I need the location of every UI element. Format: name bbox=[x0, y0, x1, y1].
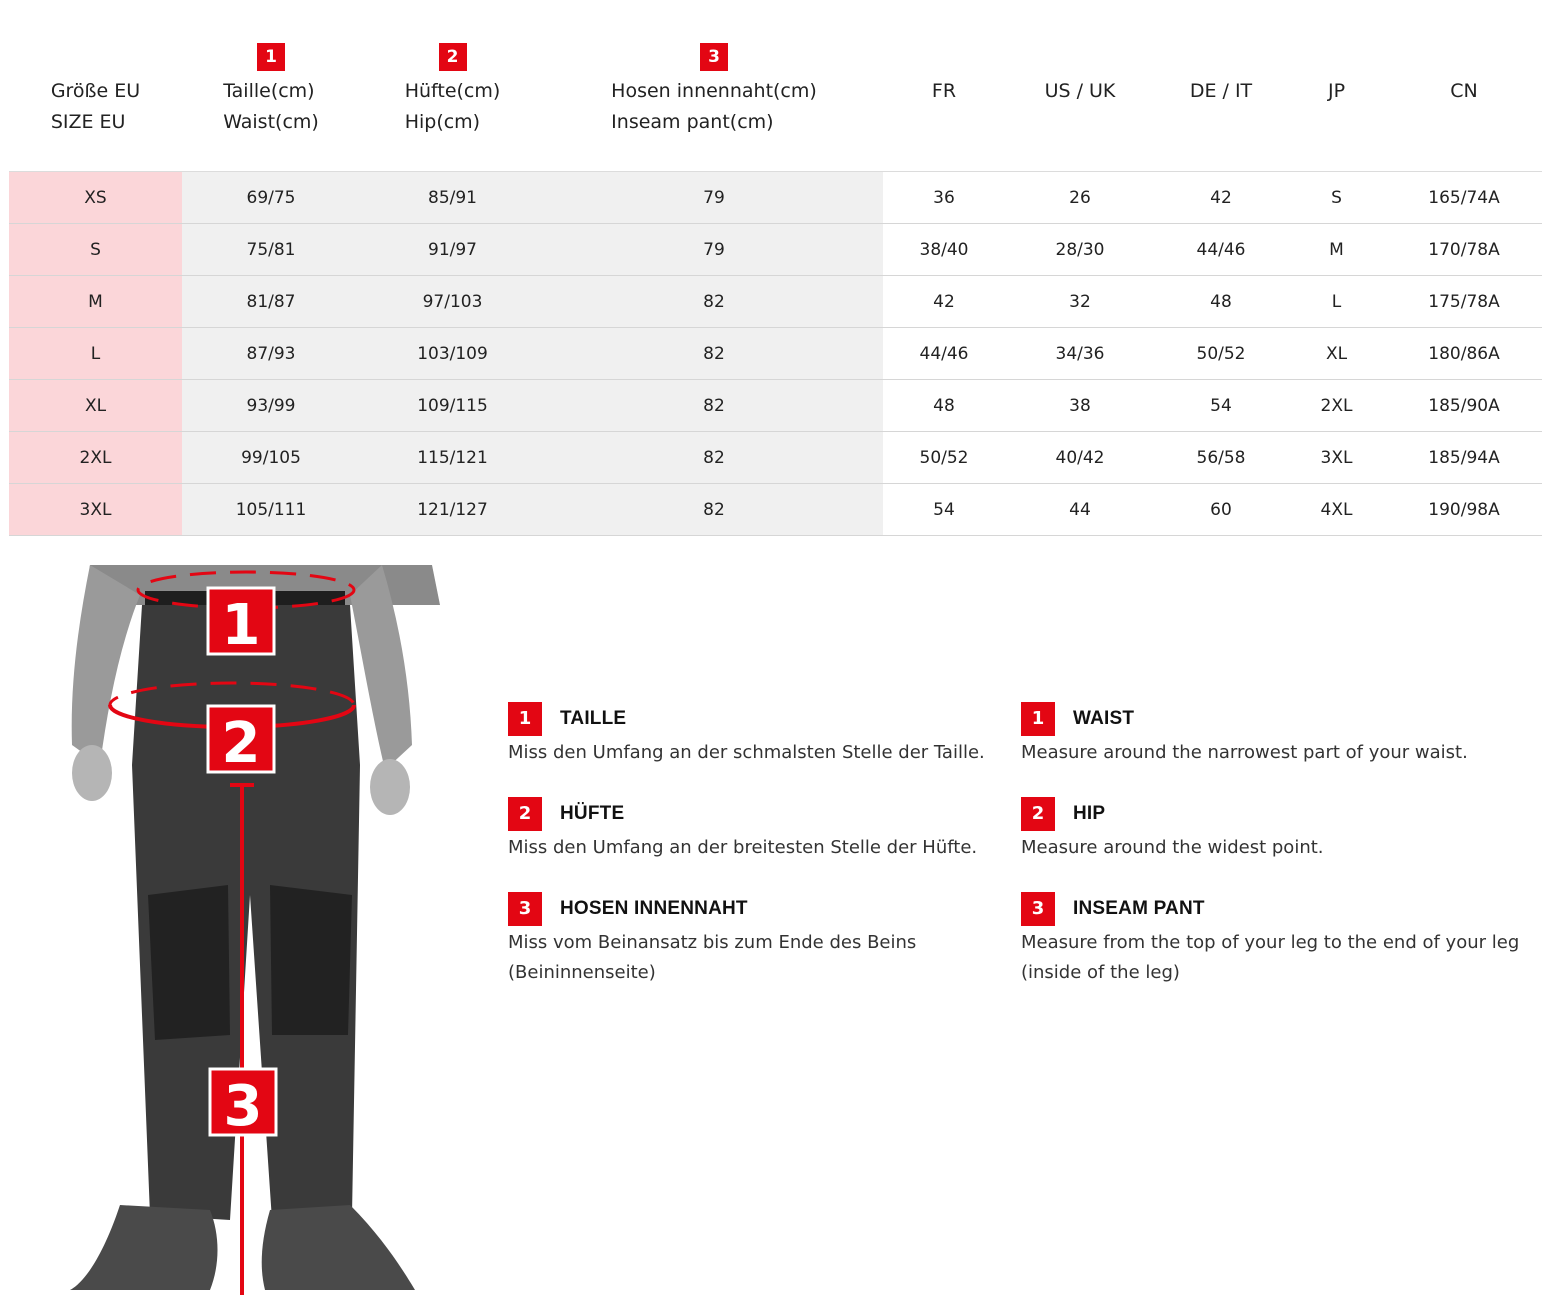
cell-waist: 69/75 bbox=[182, 172, 360, 224]
cell-jp: S bbox=[1287, 172, 1386, 224]
header-us-uk: US / UK bbox=[1005, 0, 1155, 172]
header-size-eu: Größe EU SIZE EU bbox=[9, 0, 182, 172]
cell-inseam: 82 bbox=[545, 328, 883, 380]
badge-2: 2 bbox=[508, 797, 542, 831]
cell-fr: 54 bbox=[883, 484, 1005, 536]
table-row bbox=[9, 380, 1542, 432]
header-cn: CN bbox=[1386, 0, 1542, 172]
cell-hip: 103/109 bbox=[360, 328, 545, 380]
table-row bbox=[9, 484, 1542, 536]
cell-fr: 42 bbox=[883, 276, 1005, 328]
badge-1: 1 bbox=[257, 43, 285, 71]
cell-waist: 75/81 bbox=[182, 224, 360, 276]
cell-us-uk: 40/42 bbox=[1005, 432, 1155, 484]
marker-3 bbox=[210, 1069, 276, 1139]
cell-us-uk: 44 bbox=[1005, 484, 1155, 536]
desc-text: Measure around the widest point. bbox=[1021, 837, 1324, 858]
marker-1 bbox=[208, 588, 274, 658]
cell-waist: 99/105 bbox=[182, 432, 360, 484]
cell-jp: L bbox=[1287, 276, 1386, 328]
cell-fr: 48 bbox=[883, 380, 1005, 432]
desc-inseam-de bbox=[508, 892, 1008, 988]
cell-waist: 105/111 bbox=[182, 484, 360, 536]
header-fr: FR bbox=[883, 0, 1005, 172]
trousers-measurement-illustration bbox=[60, 565, 440, 1295]
cell-us-uk: 34/36 bbox=[1005, 328, 1155, 380]
desc-text-cont: (Beininnenseite) bbox=[508, 962, 656, 983]
cell-de-it: 42 bbox=[1155, 172, 1287, 224]
badge-1: 1 bbox=[508, 702, 542, 736]
cell-hip: 115/121 bbox=[360, 432, 545, 484]
table-row bbox=[9, 328, 1542, 380]
table-row bbox=[9, 432, 1542, 484]
badge-1: 1 bbox=[1021, 702, 1055, 736]
cell-de-it: 44/46 bbox=[1155, 224, 1287, 276]
cell-size-eu: L bbox=[9, 328, 182, 380]
desc-title: WAIST bbox=[1073, 707, 1135, 729]
cell-inseam: 79 bbox=[545, 172, 883, 224]
cell-us-uk: 28/30 bbox=[1005, 224, 1155, 276]
desc-title: HÜFTE bbox=[560, 802, 625, 824]
header-inseam: 3 Hosen innennaht(cm) Inseam pant(cm) bbox=[545, 0, 883, 172]
cell-de-it: 50/52 bbox=[1155, 328, 1287, 380]
cell-inseam: 82 bbox=[545, 484, 883, 536]
desc-hip-en bbox=[1021, 797, 1521, 863]
cell-waist: 93/99 bbox=[182, 380, 360, 432]
desc-text: Measure around the narrowest part of your waist. bbox=[1021, 742, 1468, 763]
cell-jp: 4XL bbox=[1287, 484, 1386, 536]
desc-waist-de bbox=[508, 702, 1008, 768]
cell-hip: 109/115 bbox=[360, 380, 545, 432]
cell-hip: 121/127 bbox=[360, 484, 545, 536]
badge-3: 3 bbox=[700, 43, 728, 71]
table-row bbox=[9, 276, 1542, 328]
desc-text: Miss den Umfang an der breitesten Stelle der Hüfte. bbox=[508, 837, 978, 858]
svg-text:2: 2 bbox=[221, 711, 261, 776]
svg-text:3: 3 bbox=[223, 1074, 263, 1139]
cell-fr: 36 bbox=[883, 172, 1005, 224]
cell-de-it: 60 bbox=[1155, 484, 1287, 536]
cell-inseam: 79 bbox=[545, 224, 883, 276]
desc-hip-de bbox=[508, 797, 1008, 863]
cell-jp: XL bbox=[1287, 328, 1386, 380]
header-jp: JP bbox=[1287, 0, 1386, 172]
desc-title: TAILLE bbox=[560, 707, 627, 729]
cell-cn: 185/90A bbox=[1386, 380, 1542, 432]
table-header-row bbox=[9, 0, 1542, 172]
cell-size-eu: M bbox=[9, 276, 182, 328]
cell-de-it: 54 bbox=[1155, 380, 1287, 432]
cell-cn: 170/78A bbox=[1386, 224, 1542, 276]
cell-cn: 165/74A bbox=[1386, 172, 1542, 224]
desc-text: Miss den Umfang an der schmalsten Stelle der Taille. bbox=[508, 742, 985, 763]
desc-title: HIP bbox=[1073, 802, 1106, 824]
svg-text:1: 1 bbox=[221, 593, 261, 658]
desc-text: Miss vom Beinansatz bis zum Ende des Beins bbox=[508, 932, 917, 953]
description-english bbox=[1021, 702, 1521, 988]
cell-inseam: 82 bbox=[545, 380, 883, 432]
cell-size-eu: 3XL bbox=[9, 484, 182, 536]
header-hip: 2 Hüfte(cm) Hip(cm) bbox=[360, 0, 545, 172]
cell-hip: 97/103 bbox=[360, 276, 545, 328]
cell-fr: 50/52 bbox=[883, 432, 1005, 484]
cell-cn: 175/78A bbox=[1386, 276, 1542, 328]
badge-2: 2 bbox=[1021, 797, 1055, 831]
header-waist: 1 Taille(cm) Waist(cm) bbox=[182, 0, 360, 172]
cell-hip: 91/97 bbox=[360, 224, 545, 276]
cell-us-uk: 26 bbox=[1005, 172, 1155, 224]
cell-jp: M bbox=[1287, 224, 1386, 276]
cell-size-eu: S bbox=[9, 224, 182, 276]
badge-3: 3 bbox=[1021, 892, 1055, 926]
cell-us-uk: 38 bbox=[1005, 380, 1155, 432]
badge-3: 3 bbox=[508, 892, 542, 926]
cell-fr: 38/40 bbox=[883, 224, 1005, 276]
desc-title: INSEAM PANT bbox=[1073, 897, 1205, 919]
cell-de-it: 56/58 bbox=[1155, 432, 1287, 484]
cell-size-eu: XS bbox=[9, 172, 182, 224]
table-row bbox=[9, 224, 1542, 276]
size-chart-table bbox=[9, 0, 1542, 536]
desc-title: HOSEN INNENNAHT bbox=[560, 897, 748, 919]
cell-fr: 44/46 bbox=[883, 328, 1005, 380]
description-german bbox=[508, 702, 1008, 988]
desc-inseam-en bbox=[1021, 892, 1521, 988]
cell-cn: 185/94A bbox=[1386, 432, 1542, 484]
desc-waist-en bbox=[1021, 702, 1521, 768]
cell-waist: 81/87 bbox=[182, 276, 360, 328]
desc-text: Measure from the top of your leg to the end of your leg bbox=[1021, 932, 1520, 953]
desc-text-cont: (inside of the leg) bbox=[1021, 962, 1180, 983]
cell-jp: 3XL bbox=[1287, 432, 1386, 484]
cell-size-eu: 2XL bbox=[9, 432, 182, 484]
cell-de-it: 48 bbox=[1155, 276, 1287, 328]
cell-inseam: 82 bbox=[545, 432, 883, 484]
header-de-it: DE / IT bbox=[1155, 0, 1287, 172]
cell-size-eu: XL bbox=[9, 380, 182, 432]
cell-cn: 180/86A bbox=[1386, 328, 1542, 380]
cell-waist: 87/93 bbox=[182, 328, 360, 380]
cell-inseam: 82 bbox=[545, 276, 883, 328]
badge-2: 2 bbox=[439, 43, 467, 71]
marker-2 bbox=[208, 706, 274, 776]
table-row bbox=[9, 172, 1542, 224]
cell-jp: 2XL bbox=[1287, 380, 1386, 432]
cell-cn: 190/98A bbox=[1386, 484, 1542, 536]
cell-hip: 85/91 bbox=[360, 172, 545, 224]
cell-us-uk: 32 bbox=[1005, 276, 1155, 328]
